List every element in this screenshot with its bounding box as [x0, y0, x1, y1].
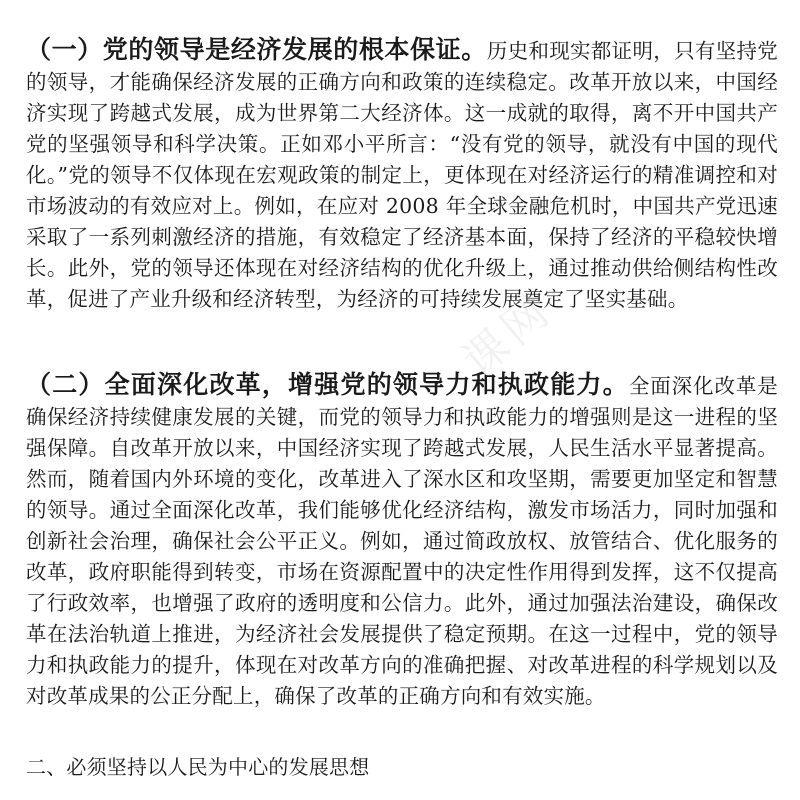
section-body-1: 历史和现实都证明，只有坚持党的领导，才能确保经济发展的正确方向和政策的连续稳定。改革开放以来，中国经济实现了跨越式发展，成为世界第二大经济体。这一成就的取得，离不开中国共产党的坚强领导和科学决策。正如邓小平所言：“没有党的领导，就没有中国的现代化。”党的领导不仅体现在宏观政策的制定上，更体现在对经济运行的精准调控和对市场波动的有效应对上。例如，在应对 2008 年全球金融危机时，中国共产党迅速采取了一系列刺激经济的措施，有效稳定了经济基本面，保持了经济的平稳较快增长。此外，党的领导还体现在对经济结构的优化升级上，通过推动供给侧结构性改革，促进了产业升级和经济转型，为经济的可持续发展奠定了坚实基础。: [26, 39, 778, 311]
watermark: 课网: [453, 283, 563, 388]
section-heading-1: （一）党的领导是经济发展的根本保证。: [26, 35, 487, 64]
paragraph-section-1: [26, 34, 778, 315]
subheading: 二、必须坚持以人民为中心的发展思想: [26, 755, 370, 779]
section-body-2: 全面深化改革是确保经济持续健康发展的关键，而党的领导力和执政能力的增强则是这一进程的坚强保障。自改革开放以来，中国经济实现了跨越式发展，人民生活水平显著提高。然而，随着国内外环境的变化，改革进入了深水区和攻坚期，需要更加坚定和智慧的领导。通过全面深化改革，我们能够优化经济结构，激发市场活力，同时加强和创新社会治理，确保社会公平正义。例如，通过简政放权、放管结合、优化服务的改革，政府职能得到转变，市场在资源配置中的决定性作用得到发挥，这不仅提高了行政效率，也增强了政府的透明度和公信力。此外，通过加强法治建设，确保改革在法治轨道上推进，为经济社会发展提供了稳定预期。在这一过程中，党的领导力和执政能力的提升，体现在对改革方向的准确把握、对改革进程的科学规划以及对改革成果的公正分配上，确保了改革的正确方向和有效实施。: [26, 374, 778, 708]
section-heading-2: （二）全面深化改革，增强党的领导力和执政能力。: [26, 370, 629, 399]
paragraph-section-2: [26, 369, 778, 712]
